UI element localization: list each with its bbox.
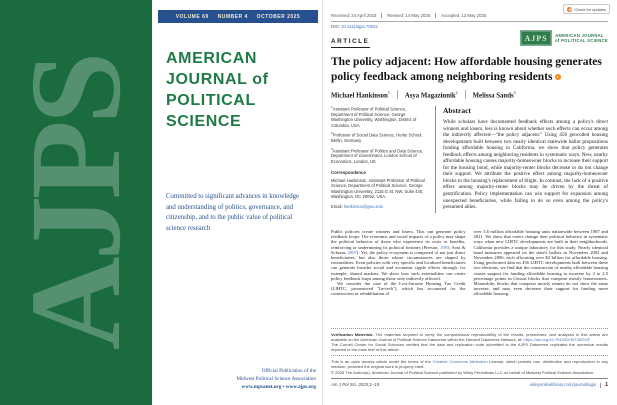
body-text: ; Soss & Schram,	[331, 244, 466, 255]
header-divider	[331, 21, 608, 22]
footer-separator	[600, 383, 601, 388]
publisher-line: Midwest Political Science Association	[236, 375, 316, 382]
article-title-text: The policy adjacent: How affordable housing generates policy feedback among neighboring residents	[331, 56, 602, 83]
license-text: License, which permits use, distribution and reproduction in any medium, provided the original work is properly cited.	[331, 358, 608, 369]
correspondence-label: Correspondence	[331, 170, 366, 176]
article-body	[331, 229, 608, 296]
affiliation	[331, 132, 428, 143]
affiliation-text: Assistant Professor of Politics and Data Science, Department of Government, London School of Economics, London, UK	[331, 147, 424, 164]
body-column-right	[474, 229, 609, 296]
citation-link[interactable]: 2007	[347, 249, 357, 255]
verification-dataverse-link[interactable]: https://doi.org/10.7910/DVN/T4ESOF	[523, 336, 591, 342]
body-paragraph: We consider the case of the Low-Income Housing Tax Credit (LIHTC, pronounced "lie-tech"), which has accounted for the construction or rehabilitation of	[331, 280, 466, 297]
citation-link[interactable]: 1993	[440, 244, 450, 250]
cover-title-line: POLITICAL	[166, 92, 256, 110]
correspondence-text: Michael Hankinson, Assistant Professor of Political Science, Department of Political Science, George Washington University, 2115 G St. NW, Suite 440, Washington, DC 20052, USA.	[331, 177, 425, 200]
author-name: Michael Hankinson	[331, 92, 388, 100]
received-date: Received: 24 April 2023	[331, 13, 377, 18]
article-type-label: ARTICLE	[331, 38, 370, 48]
logo-name-line2: of POLITICAL SCIENCE	[555, 38, 608, 43]
verification-body: The materials required to verify the computational reproducibility of the results, procedures, and analyses in this article are available on the American Journal of Political Science Dataverse within the Harvard Dataverse Network, at:	[331, 331, 609, 342]
footer-right	[530, 382, 608, 388]
journal-citation: Am J Pol Sci. 2025;1–19.	[331, 382, 381, 387]
cover-journal-title	[166, 48, 269, 132]
volume-banner	[158, 10, 318, 23]
copyright-note: © 2025 The Author(s). American Journal of Political Science published by Wiley Periodicals LLC on behalf of Midwest Political Science Association.	[331, 370, 595, 376]
author-affiliation-marker: 1	[387, 90, 390, 95]
email-label: Email:	[331, 203, 344, 209]
doi-label: DOI:	[331, 24, 342, 29]
body-text: ). Yet, the policy ecosystem is composed of not just direct beneficiaries, but also those whose circumstances are shaped by externalities. Even policies with very specific and localized beneficiaries can generate broader social and economic ripple effects through, for example, shared markets. We show how such externalities can create policy feedback loops among those only indirectly affected.	[331, 249, 466, 281]
page-number: 1	[605, 382, 608, 388]
mission-statement: Committed to significant advances in knowledge and understanding of politics, governance, and citizenship, and to the public value of political science research	[166, 193, 300, 232]
cover-green-spine	[0, 0, 152, 405]
affiliation	[331, 106, 428, 128]
check-for-updates-label: Check for updates	[574, 6, 606, 12]
body-paragraph: over 3.6 million affordable housing units nationwide between 1987 and 2021. We show that voters change their political behavior in systematic ways when new LIHTC developments are built in their neighborhoods. California provides a unique laboratory for this study. Nearly identical bond measures appeared on the state's ballots in November 2002 and November 2006, each allocating over $2 billion for affordable housing. Using geolocated data on 456 LIHTC developments built between these two elections, we find that the construction of nearby affordable housing causes support for funding affordable housing to increase by 2 to 2.5 percentage points in Census blocks that comprise mostly homeowners. Meanwhile, blocks that comprise mostly renters do not show the same increase, and may even decrease their support for funding more affordable housing.	[473, 229, 608, 297]
affiliation-marker: 2	[331, 131, 333, 136]
email-link[interactable]: hankinson@gwu.edu	[343, 203, 383, 209]
author[interactable]	[331, 90, 397, 99]
affiliation	[331, 148, 428, 165]
author-name: Melissa Sands	[472, 92, 514, 100]
body-text: Public policies create winners and losers. This can generate policy feedback loops: The economic and social impacts of a policy may shape the political behavior of those who experience its costs or benefits, reinforcing or undermining its political fortunes (Pierson,	[331, 229, 466, 250]
author-list	[331, 90, 523, 99]
revised-date: Revised: 14 May 2025	[381, 13, 435, 18]
author[interactable]	[397, 90, 465, 99]
first-page-footnotes	[331, 328, 608, 378]
cornell-note: The Cornell Center for Social Sciences verified that the data and replication code submitted to the AJPS Dataverse replicates the numerical results reported in the main text of this article.	[331, 341, 608, 353]
affiliation-text: Assistant Professor of Political Science, Department of Political Science, George Washington University, Washington, District of Columbia, USA	[331, 106, 417, 128]
body-column-left	[331, 229, 466, 296]
issue-date-label: OCTOBER 2025	[256, 13, 301, 20]
affiliation-text: Professor of Social Data Science, Hertie School, Berlin, Germany	[331, 132, 423, 144]
footer-divider	[331, 378, 608, 379]
cover-title-line: SCIENCE	[166, 113, 242, 131]
ajps-spine-wordmark: AJPS	[4, 55, 148, 350]
verification-text	[331, 332, 608, 342]
doi-link[interactable]: 10.1111/ajps.70022	[341, 24, 378, 29]
logo-name-line1: AMERICAN JOURNAL	[555, 32, 604, 38]
cover-title-line: JOURNAL of	[166, 71, 269, 89]
article-first-page	[322, 0, 617, 405]
author-affiliation-marker: 2	[455, 90, 458, 95]
journal-logo-name	[555, 33, 608, 44]
cc-license-link[interactable]: Creative Commons Attribution	[432, 358, 488, 364]
author-affiliation-marker: 3	[513, 90, 516, 95]
journal-logo	[520, 30, 608, 46]
open-access-icon	[555, 74, 561, 80]
publisher-urls[interactable]: www.mpsanet.org • www.ajps.org	[241, 383, 316, 390]
publisher-info	[236, 367, 316, 391]
affiliation-marker: 1	[331, 105, 333, 109]
doi-line	[331, 24, 378, 29]
verification-label: Verification Materials:	[331, 331, 374, 337]
ajps-logo-badge: AJPS	[520, 30, 552, 46]
article-history	[331, 13, 608, 18]
verification-note	[331, 328, 608, 352]
article-title	[331, 55, 614, 84]
abstract-column	[435, 106, 608, 213]
open-access-statement	[331, 359, 608, 369]
publisher-line: Official Publication of the	[261, 367, 316, 374]
author-name: Asya Magazinnik	[404, 92, 456, 100]
abstract-heading: Abstract	[443, 106, 471, 115]
article-type-row	[331, 30, 608, 48]
affiliation-marker: 3	[331, 146, 333, 151]
journal-website-link[interactable]: wileyonlinelibrary.com/journal/ajps	[529, 382, 597, 387]
abstract-text: While scholars have documented feedback effects among a policy's direct winners and losers, less is known about whether such effects can occur among the indirectly affected—"the policy adjacent." Using 456 geocoded housing developments built between two nearly identical statewide ballot propositions funding affordable housing in California, we show that policy generates feedback effects among neighboring residents in systematic ways. New, nearby affordable housing causes majority-homeowner blocks to increase their support for the housing bond, while majority-renter blocks decrease or do not change their support. We attribute the positive effect among majority-homeowner blocks to the housing's replacement of blight. In contrast, the lack of a positive effect among majority-renter blocks may be driven by the threat of gentrification. Policy implementation can win support for expansion among unexpected beneficiaries, while failing to do so even among the policy's presumed allies.	[443, 119, 608, 211]
license-text: This is an open access article under the terms of the	[331, 358, 433, 364]
abstract-section	[331, 106, 608, 213]
accepted-date: Accepted: 13 May 2025	[435, 13, 491, 18]
email-line	[331, 204, 428, 209]
crossmark-icon	[567, 7, 572, 12]
volume-label: VOLUME 69	[175, 13, 209, 20]
license-note	[331, 355, 608, 375]
author[interactable]	[465, 90, 523, 99]
affiliations-column	[331, 106, 428, 213]
cover-title-line: AMERICAN	[166, 50, 258, 67]
issue-number-label: NUMBER 4	[217, 13, 248, 20]
page-footer	[331, 382, 608, 388]
body-paragraph	[331, 229, 466, 281]
